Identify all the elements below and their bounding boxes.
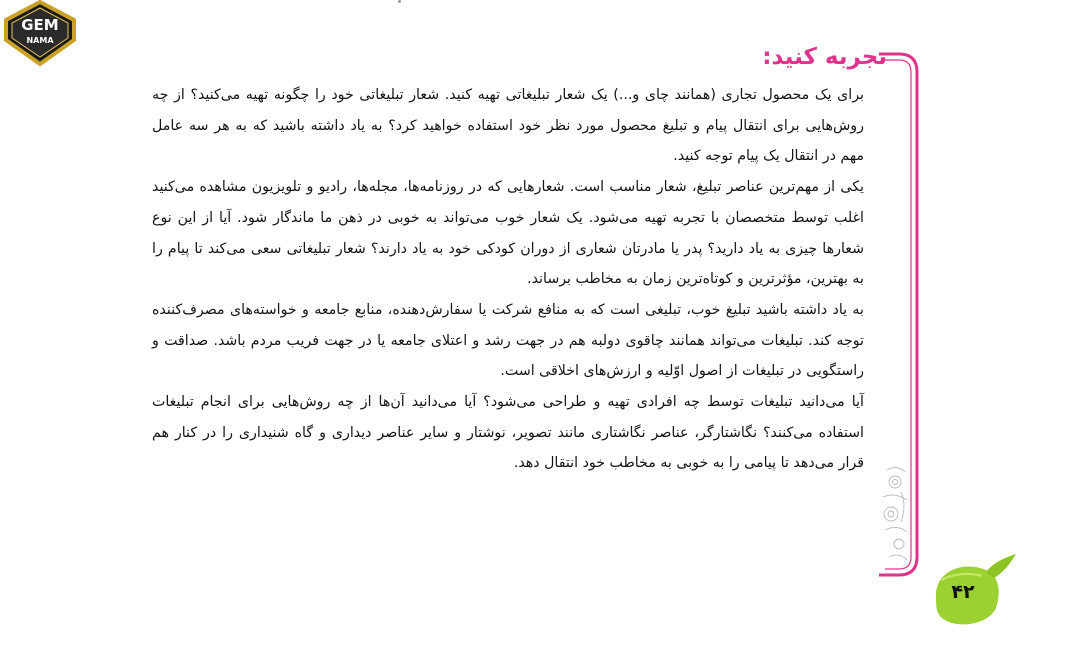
top-dot bbox=[398, 0, 401, 3]
paragraph: به یاد داشته باشید تبلیغ خوب، تبلیغی است که به منافع شرکت یا سفارش‌دهنده، منابع جامعه و خواسته‌های مصرف‌کننده توجه کند. تبلیغات می‌تواند همانند چاقوی دولبه هم در جهت رشد و اعتلای جامعه یا در جهت فریب مردم باشد. صداقت و راستگویی در تبلیغات از اصول اوّلیه و ارزش‌های اخلاقی است. bbox=[152, 301, 864, 380]
paragraph: یکی از مهم‌ترین عناصر تبلیغ، شعار مناسب است. شعارهایی که در روزنامه‌ها، مجله‌ها، رادیو و تلویزیون مشاهده می‌کنید اغلب توسط متخصصان با تجربه تهیه می‌شود. یک شعار خوب می‌تواند به خوبی در ذهن ما ماندگار شود. آیا از این نوع شعارها چیزی به یاد دارید؟ پدر یا مادرتان شعاری از دوران کودکی خود به یاد دارند؟ شعار تبلیغاتی سعی می‌کند تا پیام را به بهترین، مؤثرترین و کوتاه‌ترین زمان به مخاطب برساند. bbox=[152, 179, 864, 288]
logo-line2: NAMA bbox=[26, 36, 54, 45]
logo-line1: GEM bbox=[21, 16, 59, 34]
flower-ornament-icon bbox=[883, 467, 907, 560]
pink-bracket-frame bbox=[877, 52, 919, 577]
gem-logo-icon bbox=[0, 0, 80, 68]
page-number: ۴۲ bbox=[951, 581, 975, 603]
section-heading: تجربه کنید: bbox=[762, 44, 887, 70]
paragraph: آیا می‌دانید تبلیغات توسط چه افرادی تهیه و طراحی می‌شود؟ آیا می‌دانید آن‌ها از چه روش‌هایی برای انجام تبلیغات استفاده می‌کنند؟ نگاشتارگر، عناصر نگاشتاری مانند تصویر، نوشتار و سایر عناصر دیداری و گاه شنیداری را در کنار هم قرار می‌دهد تا پیامی را به خوبی به مخاطب خود انتقال دهد. bbox=[152, 394, 864, 472]
body-text bbox=[152, 80, 864, 479]
paragraph: برای یک محصول تجاری (همانند چای و...) یک شعار تبلیغاتی تهیه کنید. شعار تبلیغاتی خود را چگونه تهیه می‌کنید؟ از چه روش‌هایی برای انتقال پیام و تبلیغ محصول مورد نظر خود استفاده خواهید کرد؟ به یاد داشته باشید که به هر سه عامل مهم در انتقال یک پیام توجه کنید. bbox=[152, 87, 864, 165]
